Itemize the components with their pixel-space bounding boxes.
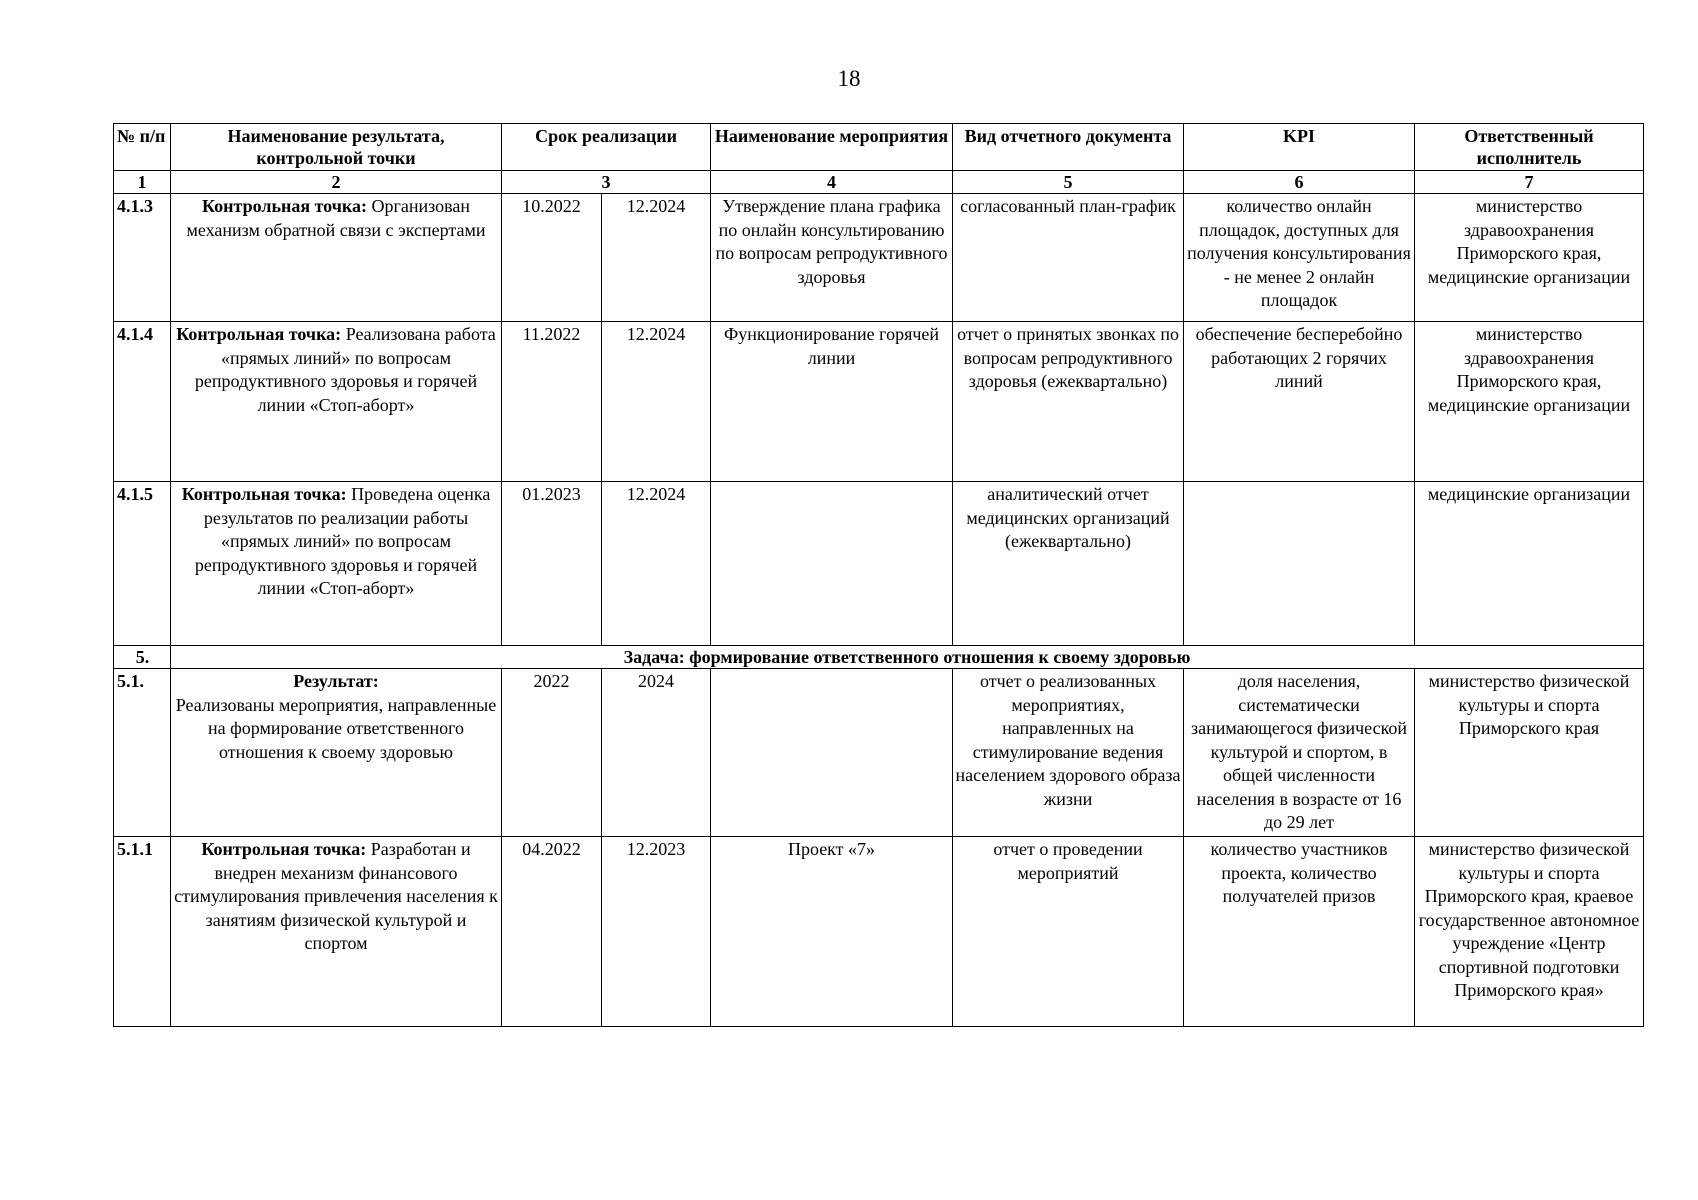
event-name	[711, 482, 953, 646]
header-period: Срок реализации	[502, 124, 711, 171]
result-name	[171, 194, 502, 322]
header-doc: Вид отчетного документа	[953, 124, 1184, 171]
event-name: Функционирование горячей линии	[711, 322, 953, 482]
responsible: министерство здравоохранения Приморского края, медицинские организации	[1415, 322, 1644, 482]
column-number: 7	[1415, 171, 1644, 194]
task-text	[171, 646, 1644, 669]
table-header-row	[114, 124, 1644, 171]
result-name	[171, 669, 502, 837]
header-event: Наименование мероприятия	[711, 124, 953, 171]
report-document: отчет о реализованных мероприятиях, направленных на стимулирование ведения населением здорового образа жизни	[953, 669, 1184, 837]
task-row	[114, 646, 1644, 669]
report-document: согласованный план-график	[953, 194, 1184, 322]
kpi-value	[1184, 482, 1415, 646]
end-date: 12.2024	[602, 194, 711, 322]
start-date: 2022	[502, 669, 602, 837]
result-text: Организован механизм обратной связи с экспертами	[186, 196, 486, 240]
table-row	[114, 482, 1644, 646]
end-date: 12.2024	[602, 482, 711, 646]
result-name	[171, 837, 502, 1027]
responsible: министерство здравоохранения Приморского края, медицинские организации	[1415, 194, 1644, 322]
kpi-value: количество участников проекта, количество получателей призов	[1184, 837, 1415, 1027]
result-text: Реализована работа «прямых линий» по вопросам репродуктивного здоровья и горячей линии «Стоп-аборт»	[194, 324, 496, 415]
column-number: 6	[1184, 171, 1415, 194]
column-number: 2	[171, 171, 502, 194]
column-number: 4	[711, 171, 953, 194]
result-label: Результат:	[293, 671, 379, 691]
end-date: 12.2023	[602, 837, 711, 1027]
event-name: Проект «7»	[711, 837, 953, 1027]
result-text: Разработан и внедрен механизм финансового стимулирования привлечения населения к занятиям физической культурой и спортом	[174, 839, 498, 953]
header-kpi: KPI	[1184, 124, 1415, 171]
row-number: 4.1.4	[114, 322, 171, 482]
row-number: 4.1.3	[114, 194, 171, 322]
table-row	[114, 322, 1644, 482]
start-date: 10.2022	[502, 194, 602, 322]
report-document: отчет о принятых звонках по вопросам репродуктивного здоровья (ежеквартально)	[953, 322, 1184, 482]
result-text: Реализованы мероприятия, направленные на формирование ответственного отношения к своему здоровью	[175, 694, 497, 762]
row-number: 5.1.	[114, 669, 171, 837]
result-name	[171, 322, 502, 482]
result-name	[171, 482, 502, 646]
responsible: медицинские организации	[1415, 482, 1644, 646]
table-row	[114, 837, 1644, 1027]
start-date: 01.2023	[502, 482, 602, 646]
table-row	[114, 669, 1644, 837]
task-number: 5.	[114, 646, 171, 669]
row-number: 5.1.1	[114, 837, 171, 1027]
result-text: Проведена оценка результатов по реализации работы «прямых линий» по вопросам репродуктивного здоровья и горячей линии «Стоп-аборт»	[194, 484, 491, 598]
column-numbers-row	[114, 171, 1644, 194]
header-responsible: Ответственный исполнитель	[1415, 124, 1644, 171]
kpi-value: доля населения, систематически занимающегося физической культурой и спортом, в общей численности населения в возрасте от 16 до 29 лет	[1184, 669, 1415, 837]
end-date: 2024	[602, 669, 711, 837]
task-title: Задача: формирование ответственного отношения к своему здоровью	[623, 647, 1191, 667]
page-number: 18	[837, 66, 861, 91]
start-date: 11.2022	[502, 322, 602, 482]
row-number: 4.1.5	[114, 482, 171, 646]
report-document: отчет о проведении мероприятий	[953, 837, 1184, 1027]
responsible: министерство физической культуры и спорта Приморского края	[1415, 669, 1644, 837]
control-point-label: Контрольная точка:	[176, 324, 342, 344]
control-point-label: Контрольная точка:	[201, 196, 367, 216]
control-point-label: Контрольная точка:	[201, 839, 367, 859]
end-date: 12.2024	[602, 322, 711, 482]
column-number: 1	[114, 171, 171, 194]
kpi-value: обеспечение бесперебойно работающих 2 горячих линий	[1184, 322, 1415, 482]
column-number: 5	[953, 171, 1184, 194]
event-name	[711, 669, 953, 837]
kpi-value: количество онлайн площадок, доступных для получения консультирования - не менее 2 онлайн площадок	[1184, 194, 1415, 322]
responsible: министерство физической культуры и спорта Приморского края, краевое государственное автономное учреждение «Центр спортивной подготовки Приморского края»	[1415, 837, 1644, 1027]
table-row	[114, 194, 1644, 322]
header-name: Наименование результата, контрольной точки	[171, 124, 502, 171]
report-document: аналитический отчет медицинских организаций (ежеквартально)	[953, 482, 1184, 646]
column-number: 3	[502, 171, 711, 194]
header-num: № п/п	[114, 124, 171, 171]
event-name: Утверждение плана графика по онлайн консультированию по вопросам репродуктивного здоровья	[711, 194, 953, 322]
start-date: 04.2022	[502, 837, 602, 1027]
plan-table	[113, 123, 1644, 1027]
control-point-label: Контрольная точка:	[181, 484, 347, 504]
